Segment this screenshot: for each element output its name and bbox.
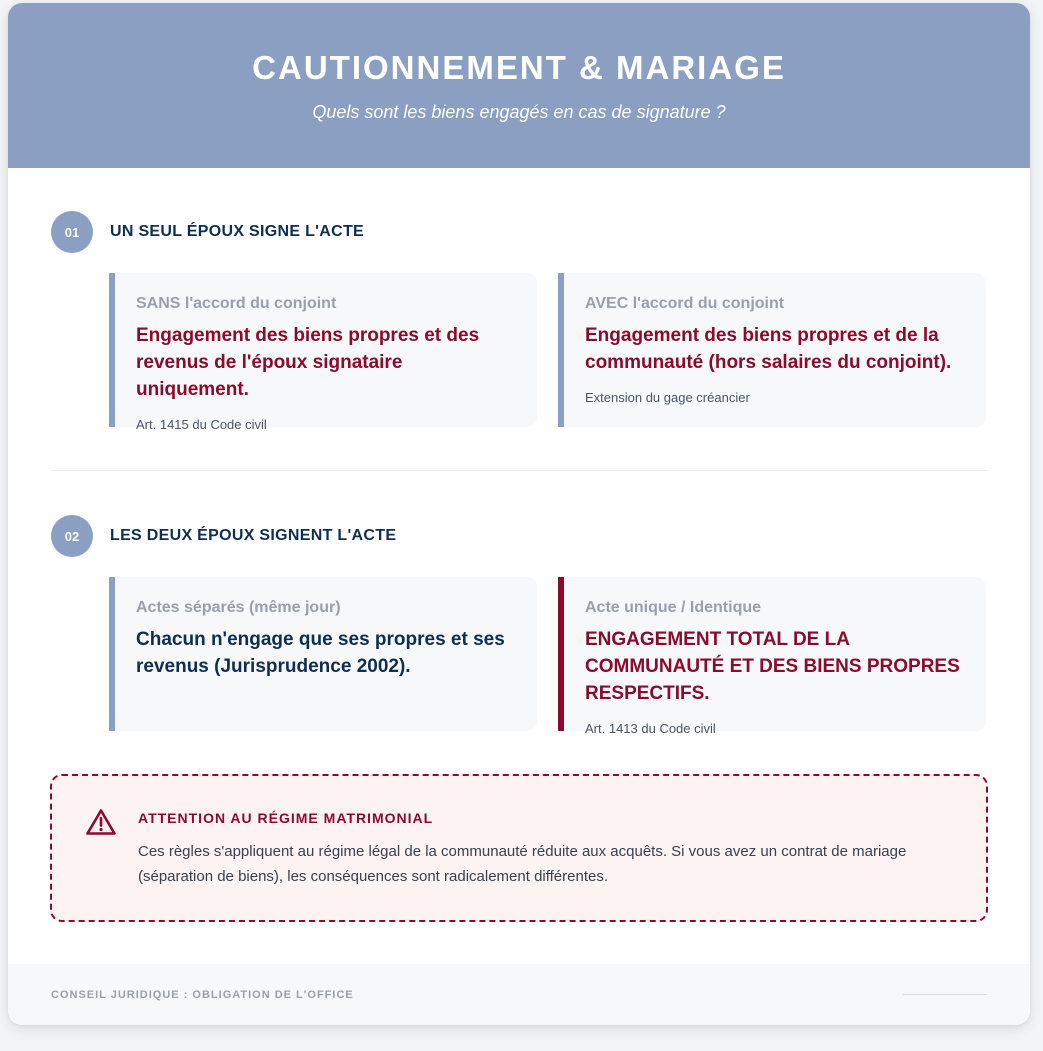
case-box-single-act xyxy=(558,577,986,736)
footer-text: CONSEIL JURIDIQUE : OBLIGATION DE L'OFFICE xyxy=(51,989,354,1001)
section-title: LES DEUX ÉPOUX SIGNENT L'ACTE xyxy=(110,527,397,544)
case-label: Actes séparés (même jour) xyxy=(136,599,341,616)
footer xyxy=(8,964,1030,1025)
section-both-spouses xyxy=(51,515,987,736)
case-consequence: Engagement des biens propres et de la communauté (hors salaires du conjoint). xyxy=(585,325,952,373)
section-number-badge: 01 xyxy=(51,211,93,253)
section-boxes xyxy=(109,273,986,432)
case-reference: Extension du gage créancier xyxy=(585,390,750,405)
section-divider xyxy=(51,470,987,471)
case-consequence: Engagement des biens propres et des revenus de l'époux signataire uniquement. xyxy=(136,325,480,400)
section-boxes xyxy=(109,577,986,736)
case-box-with-consent xyxy=(558,273,986,427)
section-one-spouse xyxy=(51,211,987,432)
section-header xyxy=(51,211,987,253)
case-reference: Art. 1413 du Code civil xyxy=(585,721,716,736)
page-subtitle: Quels sont les biens engagés en cas de signature ? xyxy=(312,102,726,122)
case-box-without-consent xyxy=(109,273,537,432)
case-label: AVEC l'accord du conjoint xyxy=(585,295,785,312)
case-box-separate-acts xyxy=(109,577,537,731)
matrimonial-regime-alert xyxy=(50,774,988,922)
section-title: UN SEUL ÉPOUX SIGNE L'ACTE xyxy=(110,223,365,240)
case-consequence: Chacun n'engage que ses propres et ses revenus (Jurisprudence 2002). xyxy=(136,629,505,677)
infographic-card xyxy=(8,3,1030,1025)
case-reference: Art. 1415 du Code civil xyxy=(136,417,267,432)
case-consequence: ENGAGEMENT TOTAL DE LA COMMUNAUTÉ ET DES BIENS PROPRES RESPECTIFS. xyxy=(585,629,960,704)
section-header xyxy=(51,515,987,557)
case-label: SANS l'accord du conjoint xyxy=(136,295,337,312)
warning-triangle-icon xyxy=(85,808,117,836)
alert-title: ATTENTION AU RÉGIME MATRIMONIAL xyxy=(138,810,434,826)
footer-rule xyxy=(903,994,987,995)
section-number-badge: 02 xyxy=(51,515,93,557)
page-title: CAUTIONNEMENT & MARIAGE xyxy=(252,49,786,86)
header-banner xyxy=(8,3,1030,168)
alert-text: Ces règles s'appliquent au régime légal de la communauté réduite aux acquêts. Si vous avez un contrat de mariage (séparation de biens), les conséquences sont radicalement différentes. xyxy=(138,843,907,885)
case-label: Acte unique / Identique xyxy=(585,599,762,616)
